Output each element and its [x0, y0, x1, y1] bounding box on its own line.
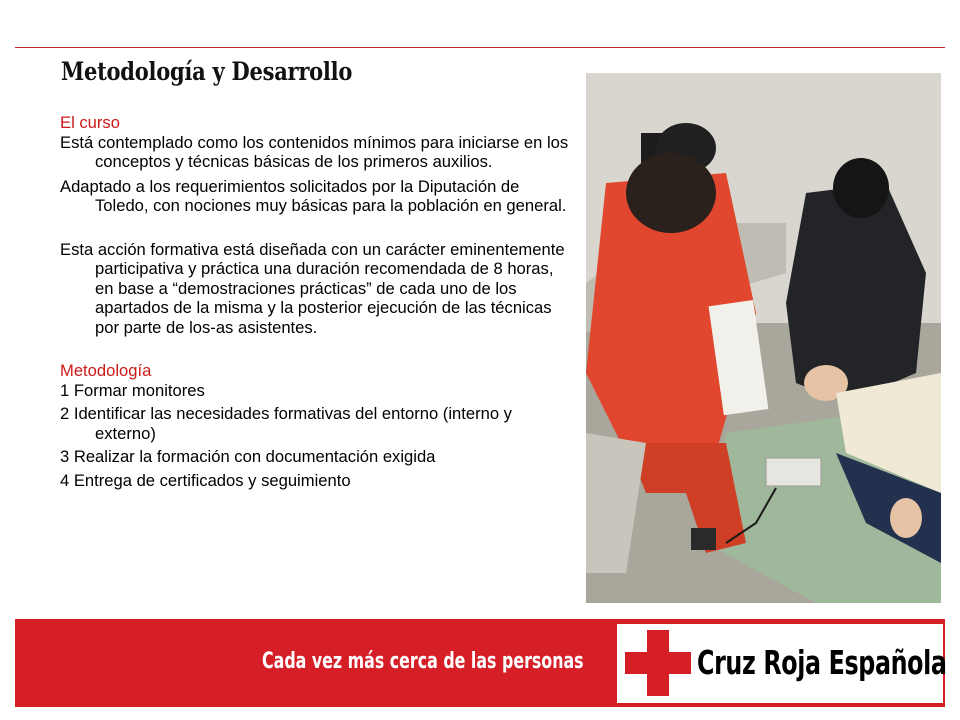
course-paragraph-2: Adaptado a los requerimientos solicitados por la Diputación de Toledo, con nociones muy básicas para la población en general. — [60, 176, 567, 215]
logo-text: Cruz Roja Española — [697, 643, 947, 682]
training-photo — [586, 73, 941, 603]
section-heading-methodology: Metodología — [60, 361, 152, 380]
spacer — [60, 342, 570, 361]
slide-title: Metodología y Desarrollo — [61, 57, 353, 86]
methodology-item: 3 Realizar la formación con documentación exigida — [60, 447, 436, 466]
methodology-item: 2 Identificar las necesidades formativas del entorno (interno y externo) — [60, 404, 512, 443]
methodology-item: 4 Entrega de certificados y seguimiento — [60, 470, 351, 490]
methodology-item: 1 Formar monitores — [60, 380, 205, 400]
red-cross-icon — [625, 630, 691, 696]
course-paragraph-1: Está contemplado como los contenidos mínimos para iniciarse en los conceptos y técnicas básicas de los primeros auxilios. — [60, 132, 569, 171]
top-divider — [15, 47, 945, 48]
section-heading-course: El curso — [60, 113, 120, 132]
slide-content — [60, 113, 570, 494]
footer-slogan: Cada vez más cerca de las personas — [262, 649, 584, 674]
course-paragraph-3: Esta acción formativa está diseñada con un carácter eminentemente participativa y práctica una duración recomendada de 8 horas, en base a “demostraciones prácticas” de cada uno de los apartados de la misma y la posterior ejecución de las técnicas por parte de los-as asistentes. — [60, 239, 565, 337]
spacer — [60, 221, 570, 240]
